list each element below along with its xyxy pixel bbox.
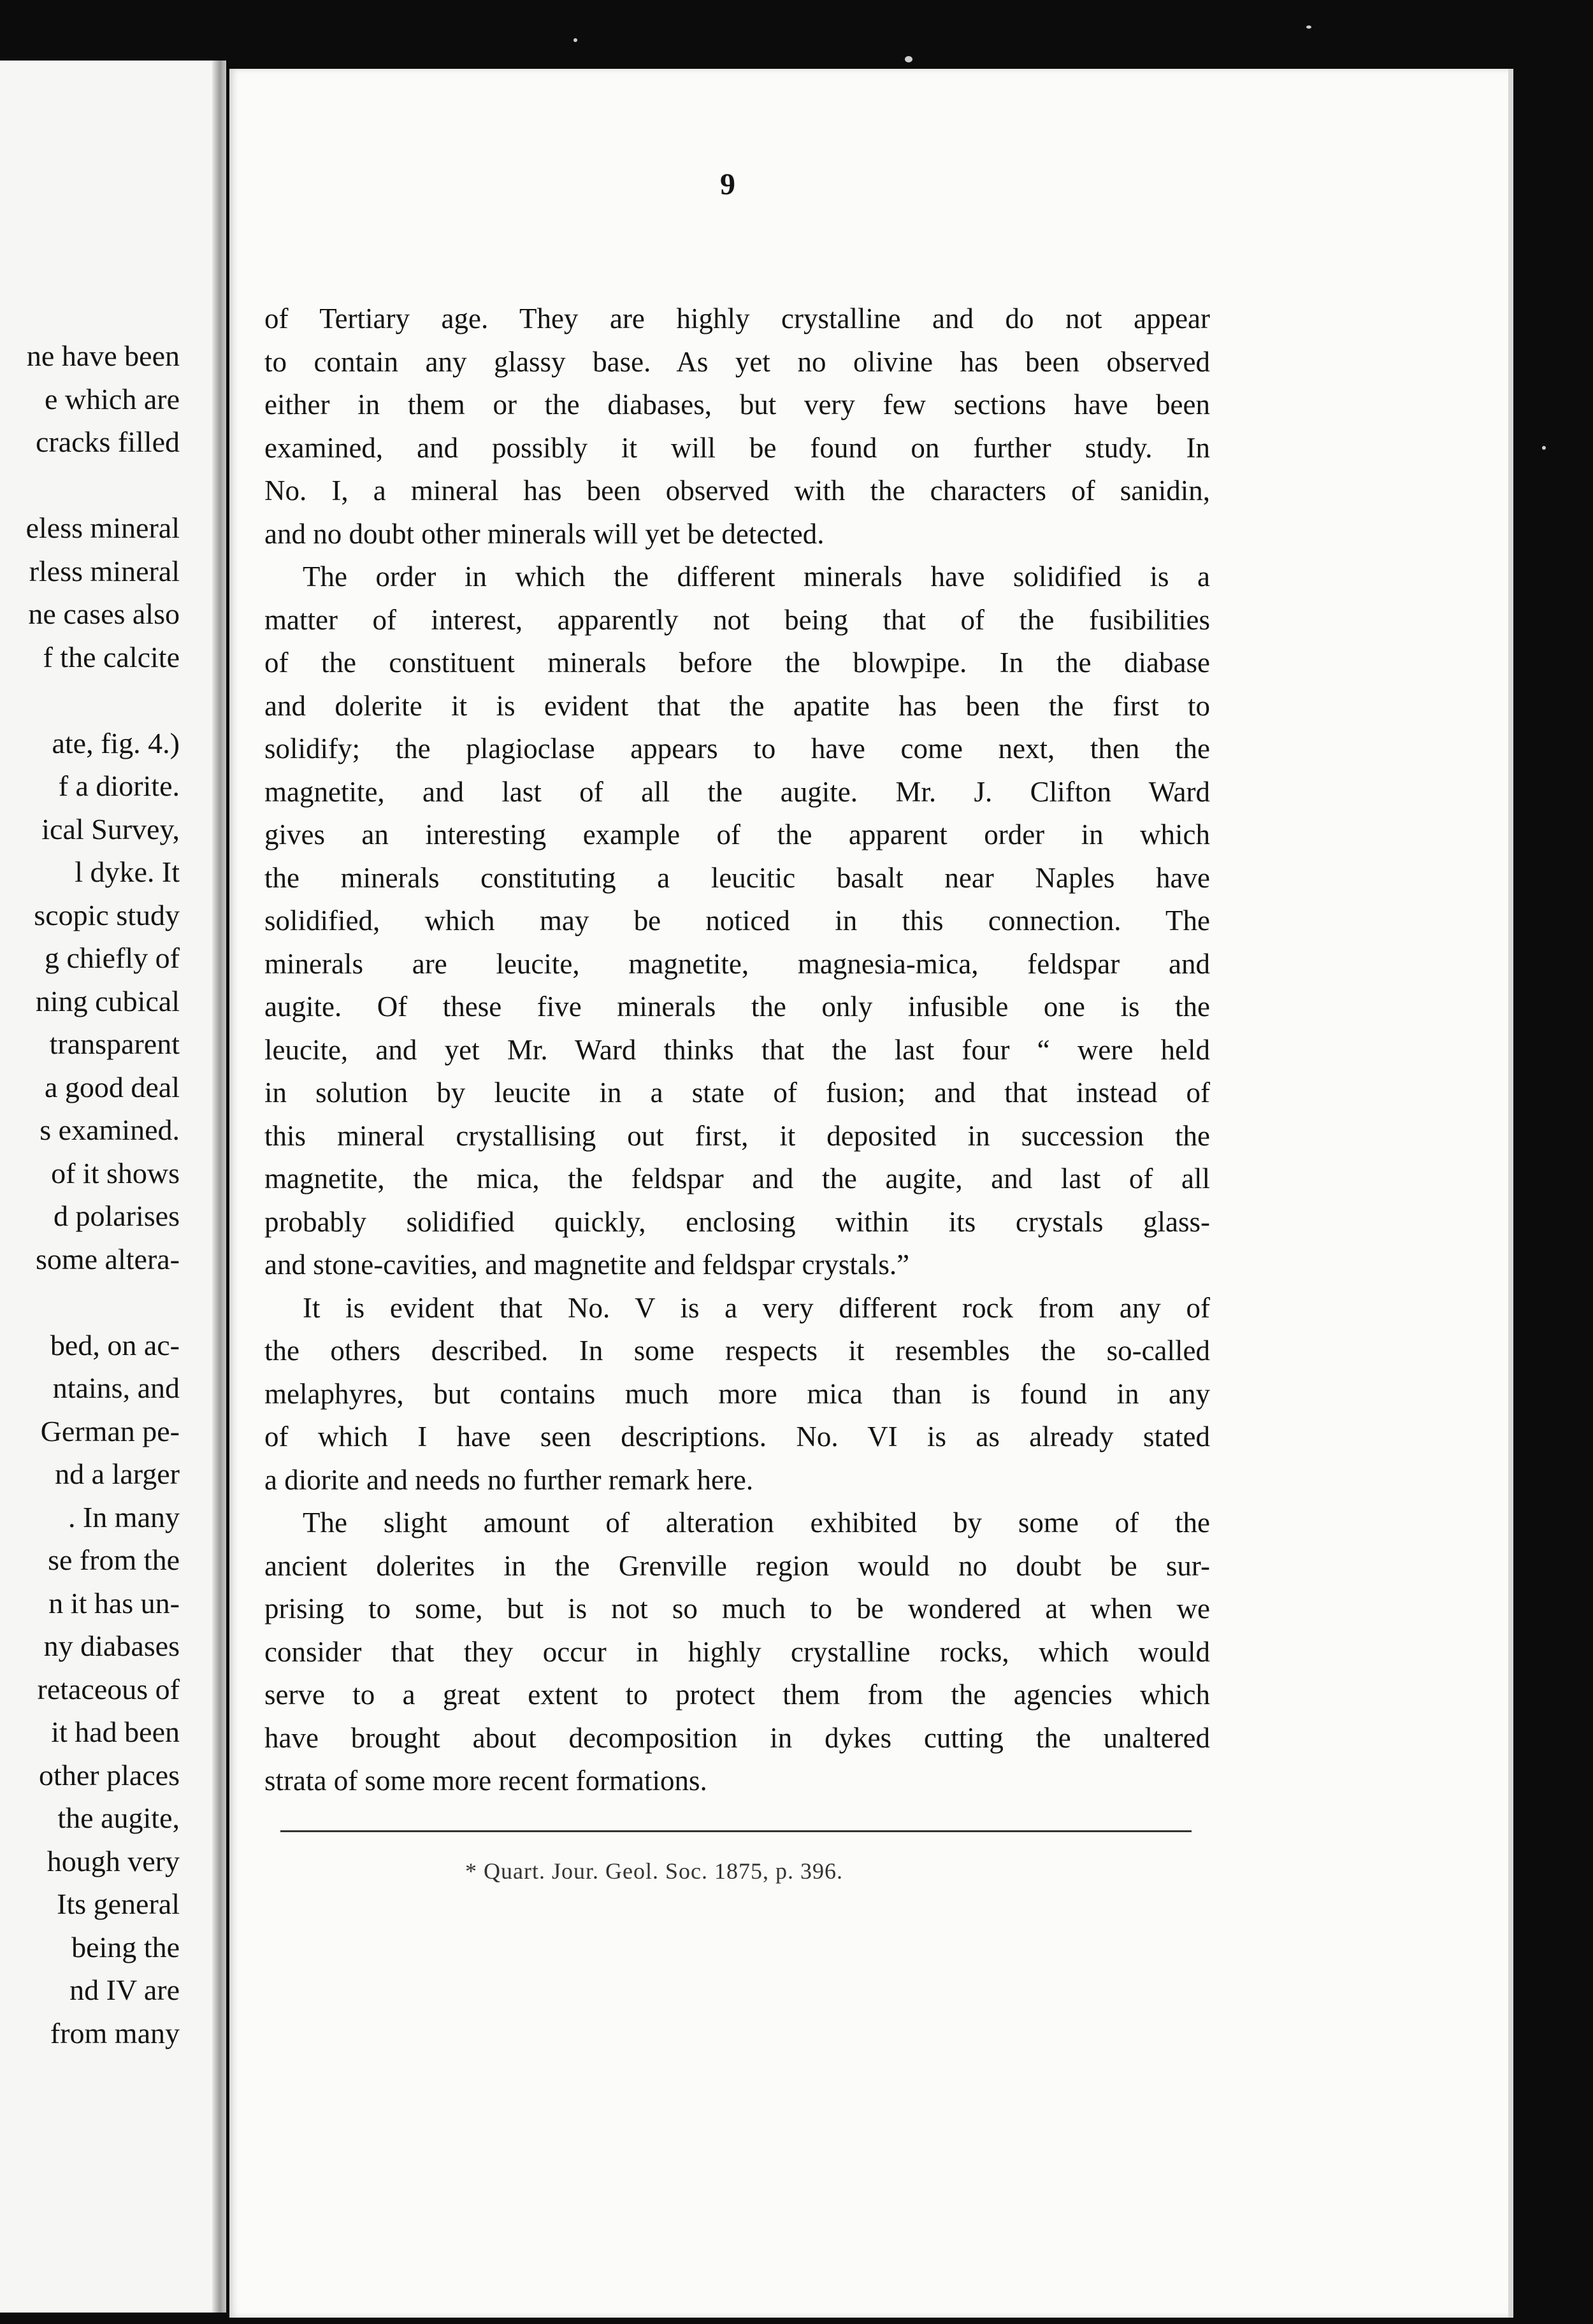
text-line: to contain any glassy base. As yet no olivine has been observed xyxy=(264,345,1210,378)
page-gutter-shadow xyxy=(212,61,226,2313)
film-speck xyxy=(905,56,912,62)
left-line-blank xyxy=(0,1280,180,1324)
text-line: examined, and possibly it will be found on further study. In xyxy=(264,431,1210,464)
footnote: * Quart. Jour. Geol. Soc. 1875, p. 396. xyxy=(465,1858,843,1884)
left-line: nd IV are xyxy=(69,1974,180,2006)
left-line: from many xyxy=(50,2016,180,2049)
left-line: the augite, xyxy=(57,1802,180,1834)
left-line: ne cases also xyxy=(28,598,180,630)
left-line: German pe- xyxy=(40,1414,180,1447)
text-line: It is evident that No. V is a very different rock from any of xyxy=(303,1291,1210,1324)
left-line: n it has un- xyxy=(48,1586,180,1619)
text-line: consider that they occur in highly crystalline rocks, which would xyxy=(264,1635,1210,1668)
left-line: l dyke. It xyxy=(75,856,180,888)
left-line: being the xyxy=(71,1930,180,1963)
text-line: prising to some, but is not so much to be wondered at when we xyxy=(264,1593,1210,1625)
left-line: some altera- xyxy=(35,1242,180,1275)
footnote-rule xyxy=(280,1830,1192,1832)
text-line: in solution by leucite in a state of fusion; and that instead of xyxy=(264,1077,1210,1108)
text-line: leucite, and yet Mr. Ward thinks that the last four “ were held xyxy=(264,1033,1210,1066)
text-line: No. I, a mineral has been observed with the characters of sanidin, xyxy=(264,475,1210,506)
left-line: a good deal xyxy=(44,1070,180,1103)
left-line: ning cubical xyxy=(35,984,180,1017)
left-line: it had been xyxy=(51,1716,180,1748)
left-line: se from the xyxy=(48,1544,180,1576)
left-line: of it shows xyxy=(51,1156,180,1189)
left-line: rless mineral xyxy=(29,554,180,587)
text-line: solidify; the plagioclase appears to have come next, then the xyxy=(264,733,1210,764)
left-line-blank xyxy=(0,464,180,507)
text-line: augite. Of these five minerals the only infusible one is the xyxy=(264,991,1210,1022)
film-speck xyxy=(1542,446,1546,450)
text-line: The slight amount of alteration exhibited by some of the xyxy=(303,1507,1210,1539)
left-line: other places xyxy=(39,1758,180,1791)
left-line: ne have been xyxy=(26,340,180,372)
text-line: strata of some more recent formations. xyxy=(264,1765,707,1797)
left-line-blank xyxy=(0,678,180,722)
text-line: of Tertiary age. They are highly crystalline and do not appear xyxy=(264,303,1210,334)
text-line: probably solidified quickly, enclosing within its crystals glass- xyxy=(264,1205,1210,1238)
text-line: of which I have seen descriptions. No. VI is as already stated xyxy=(264,1421,1210,1452)
left-line: g chiefly of xyxy=(44,942,180,974)
left-line: eless mineral xyxy=(25,512,180,544)
film-speck xyxy=(1306,25,1311,29)
left-line: Its general xyxy=(57,1888,180,1920)
body-text xyxy=(264,298,1210,1803)
text-line: the others described. In some respects it resembles the so-called xyxy=(264,1335,1210,1366)
text-line: this mineral crystallising out first, it deposited in succession the xyxy=(264,1119,1210,1152)
left-line: transparent xyxy=(49,1028,180,1060)
text-line: and no doubt other minerals will yet be detected. xyxy=(264,517,825,550)
text-line: minerals are leucite, magnetite, magnesia-mica, feldspar and xyxy=(264,947,1210,980)
text-line: of the constituent minerals before the blowpipe. In the diabase xyxy=(264,647,1210,678)
text-line: and stone-cavities, and magnetite and feldspar crystals.” xyxy=(264,1249,910,1280)
film-speck xyxy=(573,38,577,42)
text-line: melaphyres, but contains much more mica than is found in any xyxy=(264,1377,1210,1410)
text-line: ancient dolerites in the Grenville region would no doubt be sur- xyxy=(264,1549,1210,1582)
left-line: ny diabases xyxy=(43,1630,180,1662)
left-line: cracks filled xyxy=(35,426,180,458)
text-line: have brought about decomposition in dykes cutting the unaltered xyxy=(264,1721,1210,1754)
left-line: nd a larger xyxy=(55,1458,180,1490)
left-line: scopic study xyxy=(34,898,180,931)
text-line: magnetite, and last of all the augite. Mr. J. Clifton Ward xyxy=(264,775,1210,808)
left-line: ical Survey, xyxy=(41,812,180,845)
left-line: . In many xyxy=(68,1500,180,1533)
text-line: a diorite and needs no further remark here. xyxy=(264,1463,754,1496)
left-line: ntains, and xyxy=(52,1372,180,1404)
text-line: either in them or the diabases, but very few sections have been xyxy=(264,389,1210,420)
left-line: e which are xyxy=(45,382,180,415)
left-line: s examined. xyxy=(40,1114,180,1146)
text-line: The order in which the different minerals have solidified is a xyxy=(303,561,1210,592)
left-page-text xyxy=(0,334,180,2055)
left-line: f the calcite xyxy=(43,640,180,673)
text-line: the minerals constituting a leucitic basalt near Naples have xyxy=(264,861,1210,894)
left-line: ate, fig. 4.) xyxy=(52,726,180,759)
left-line: bed, on ac- xyxy=(50,1328,180,1361)
text-line: serve to a great extent to protect them from the agencies which xyxy=(264,1679,1210,1711)
text-line: and dolerite it is evident that the apatite has been the first to xyxy=(264,689,1210,722)
text-line: gives an interesting example of the apparent order in which xyxy=(264,819,1210,850)
left-line: d polarises xyxy=(53,1200,180,1232)
left-facing-page xyxy=(0,61,226,2313)
text-line: matter of interest, apparently not being that of the fusibilities xyxy=(264,603,1210,636)
page-number: 9 xyxy=(720,168,735,201)
left-line: hough very xyxy=(47,1844,180,1877)
text-line: magnetite, the mica, the feldspar and the augite, and last of all xyxy=(264,1163,1210,1194)
text-line: solidified, which may be noticed in this connection. The xyxy=(264,905,1210,936)
left-line: retaceous of xyxy=(37,1672,180,1705)
page-edge xyxy=(1508,69,1513,2318)
left-line: f a diorite. xyxy=(58,770,180,802)
